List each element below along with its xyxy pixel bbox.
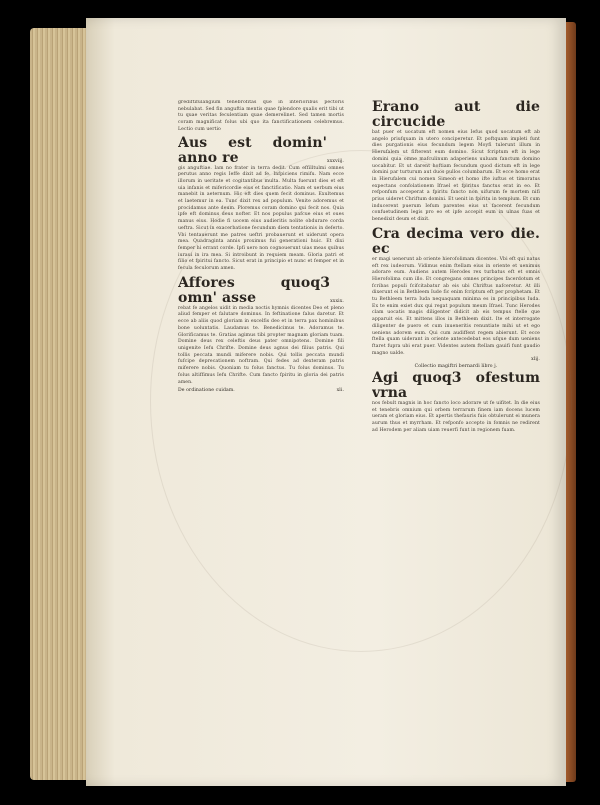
heading-r3: Agi quoq3 ofestum vrna <box>372 369 540 401</box>
left-signature: xli. <box>336 388 344 394</box>
right-column <box>372 100 540 695</box>
left-column <box>178 100 344 700</box>
left-footer: De ordinatione cuidam. <box>178 388 235 394</box>
heading-r2-tag: xlij. <box>531 357 540 363</box>
body-r1: bat puer et uocatum eft nomen eius Iefus quod uocatum eft ab angelo priufquam in utero conciperetur. Et poftquam impleti funt dies purgationis eius fecundum legem Moyfi tulerunt illum in Hierufalem ut fifterent eum domino. Sicut fcriptum eft in lege domini quia omne mafculinum adaperiens uuluam fanctum domino uocabitur. Et ut darent hoftiam fecundum quod dictum eft in lege domini par turturum aut duos pullos columbarum. Et ecce homo erat in Hierufalem cui nomen Simeon et homo ifte iuftus et timoratus expectans confolationem Ifrael et fpiritus fanctus erat in eo. Et refponfum acceperat a fpiritu fancto non uifurum fe mortem nifi prius uideret Chriftum domini. Et uenit in fpiritu in templum. Et cum inducerent puerum Iefum parentes eius ut facerent fecundum confuetudinem legis pro eo et ipfe accepit eum in ulnas fuas et benedixit deum et dixit. <box>372 130 540 223</box>
intro-text: grediftifulangium tenebrofitas que in interioribus pectoris nebulabat. Sed fin anguftia mentis quae fplendore qualis erit tibi ut tu quae veritas feculentiam quae demerelinet. Sed tamen mortis coram magnificat folus ubi quo ita fanctificationem celebremus. Lectio cum uertio <box>178 100 344 132</box>
heading-2-tag: xxxix. <box>330 299 344 305</box>
body-r2: er magi uenerunt ab oriente hierofolimam dicentes. Vbi eft qui natus eft rex iudeorum. Vidimus enim ftellam eius in oriente et uenimus adorare eum. Audiens autem Herodes rex turbatus eft et omnis Hierofolima cum illo. Et congregans omnes principes facerdotum et fcribas populi fcifcitabatur ab eis ubi Chriftus nafceretur. At illi dixerunt ei in Bethleem Iude fic enim fcriptum eft per prophetam. Et tu Bethleem terra Iuda nequaquam minima es in principibus Iuda. Ex te enim exiet dux qui regat populum meum Ifrael. Tunc Herodes clam uocatis magis diligenter didicit ab eis tempus ftelle que apparuit eis. Et mittens illos in Bethleem dixit. Ite et interrogate diligenter de puero et cum inueneritis renuntiate mihi ut et ego ueniens adorem eum. Qui cum audiffent regem abierunt. Et ecce ftella quam uiderant in oriente antecedebat eos ufque dum ueniens ftaret fupra ubi erat puer. Videntes autem ftellam gauifi funt gaudio magno ualde. <box>372 256 540 356</box>
heading-2: Affores quoq3 omn' asse <box>178 274 331 306</box>
book-page-edges <box>30 28 90 780</box>
heading-r2: Cra decima vero die. ec <box>372 225 540 257</box>
heading-1-tag: xxxviij. <box>327 158 344 164</box>
body-2: rebat fe angelos uidit in media noctis hymnis dicentes Deo et pleno aliud femper et falutare dominus. In feftinatione falus daretur. Et ecce ab aliis quod gloriam in excelfis deo et in terra pax hominibus bone uoluntatis. Laudamus te. Benedicimus te. Adoramus te. Glorificamus te. Gratias agimus tibi propter magnam gloriam tuam. Domine deus rex celeftis deus pater omnipotens. Domine fili unigenite Iefu Chrifte. Domine deus agnus dei filius patris. Qui tollis peccata mundi miferere nobis. Qui tollis peccata mundi fufcipe deprecationem noftram. Qui fedes ad dexteram patris miferere nobis. Quoniam tu folus fanctus. Tu folus dominus. Tu folus altiffimus Iefu Chrifte. Cum fancto fpiritu in gloria dei patris amen. <box>178 305 344 385</box>
mid-line: Collectio magiftri bernardi libro j. <box>414 364 498 370</box>
body-1: gis anguftiae. Iam no frater in terra dedit. Cum effilltulmi omnes perutus anno regis Ieffe dixit ad fe. Infpiciens rimifu. Nam ecce illorum in ueritate et cogitantibus multa. Multa fuerunt dies et eft uia infanis et mifericordie eius et fanctificatio. Nam et uerbum eius manebit in aeternum. Hic eft dies quem fecit dominus. Exultemus et laetemur in ea. Tunc dixit rex ad populum. Venite adoremus et procidamus ante deum. Ploremus coram domino qui fecit nos. Quia ipfe eft dominus deus nofter. Et nos populus pafcue eius et oues manus eius. Hodie fi uocem eius audieritis nolite obdurare corda ueftra. Sicut in exacerbatione fecundum diem tentationis in deferto. Vbi tentauerunt me patres ueftri probauerunt et uiderunt opera mea. Quadraginta annis proximus fui generationi huic. Et dixi femper hi errant corde. Ipfi uero non cognouerunt uias meas quibus iuraui in ira mea. Si introibunt in requiem meam. Gloria patri et filio et fpiritui fancto. Sicut erat in principio et nunc et femper et in fecula feculorum amen. <box>178 165 344 272</box>
heading-r1: Erano aut die circucide <box>372 100 540 130</box>
heading-1: Aus est domin' anno re <box>178 134 327 166</box>
body-r3: nos febult magnis in hoc fancto loco adorare ut fe uifitet. In die eius et tenebris omnium qui orbem terrarum finem iam docens lucem ueram et gloriam eius. Et apertis thefauris fuis obtulerunt ei munera aurum thus et myrrham. Et refponfo accepto in fomnis ne redirent ad Herodem per aliam uiam reuerfi funt in regionem fuam. <box>372 400 540 433</box>
